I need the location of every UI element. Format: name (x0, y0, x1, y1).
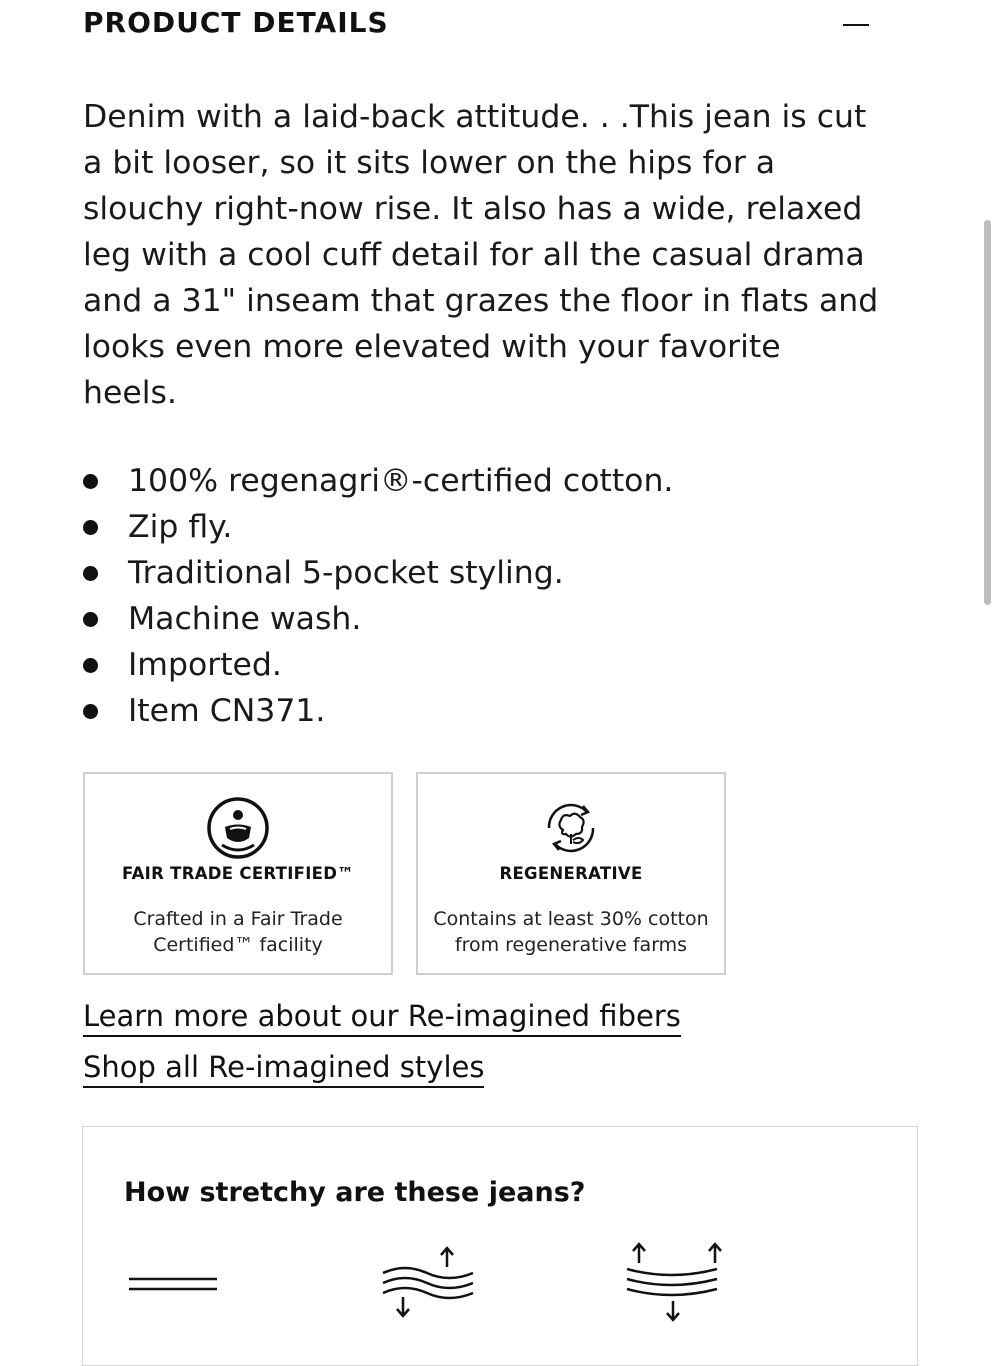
feature-item: 100% regenagri®-certified cotton. (83, 458, 673, 504)
medium-stretch-icon[interactable] (375, 1235, 485, 1325)
cert-description: Contains at least 30% cotton from regenerative farms (433, 908, 709, 956)
regenerative-card (416, 772, 726, 975)
cert-title: REGENERATIVE (499, 864, 643, 883)
scrollbar[interactable] (984, 220, 991, 605)
rigid-stretch-icon[interactable] (125, 1235, 225, 1325)
feature-item: Zip fly. (83, 504, 673, 550)
product-description: Denim with a laid-back attitude. . .This jean is cut a bit looser, so it sits lower on the hips for a slouchy right-now rise. It also has a wide, relaxed leg with a cool cuff detail for all the casual drama and a 31" inseam that grazes the floor in flats and looks even more elevated with your favorite heels. (83, 99, 879, 411)
regenerative-icon (539, 796, 603, 860)
section-title: PRODUCT DETAILS (83, 6, 389, 39)
bullet-icon (83, 474, 98, 489)
cert-title: FAIR TRADE CERTIFIED™ (121, 864, 355, 883)
feature-item: Item CN371. (83, 688, 673, 734)
feature-item: Machine wash. (83, 596, 673, 642)
fair-trade-card (83, 772, 393, 975)
stretch-panel (82, 1126, 918, 1366)
feature-item: Traditional 5-pocket styling. (83, 550, 673, 596)
bullet-icon (83, 566, 98, 581)
bullet-icon (83, 704, 98, 719)
shop-all-link[interactable]: Shop all Re-imagined styles (83, 1049, 484, 1088)
high-stretch-icon[interactable] (621, 1235, 731, 1325)
collapse-icon[interactable] (839, 6, 873, 40)
feature-item: Imported. (83, 642, 673, 688)
bullet-icon (83, 612, 98, 627)
fair-trade-icon (206, 796, 270, 860)
cert-description: Crafted in a Fair Trade Certified™ facility (133, 908, 343, 956)
feature-list (83, 458, 673, 734)
bullet-icon (83, 658, 98, 673)
learn-more-link[interactable]: Learn more about our Re-imagined fibers (83, 998, 681, 1037)
stretch-title: How stretchy are these jeans? (124, 1177, 586, 1208)
bullet-icon (83, 520, 98, 535)
product-details-header[interactable] (83, 0, 873, 46)
